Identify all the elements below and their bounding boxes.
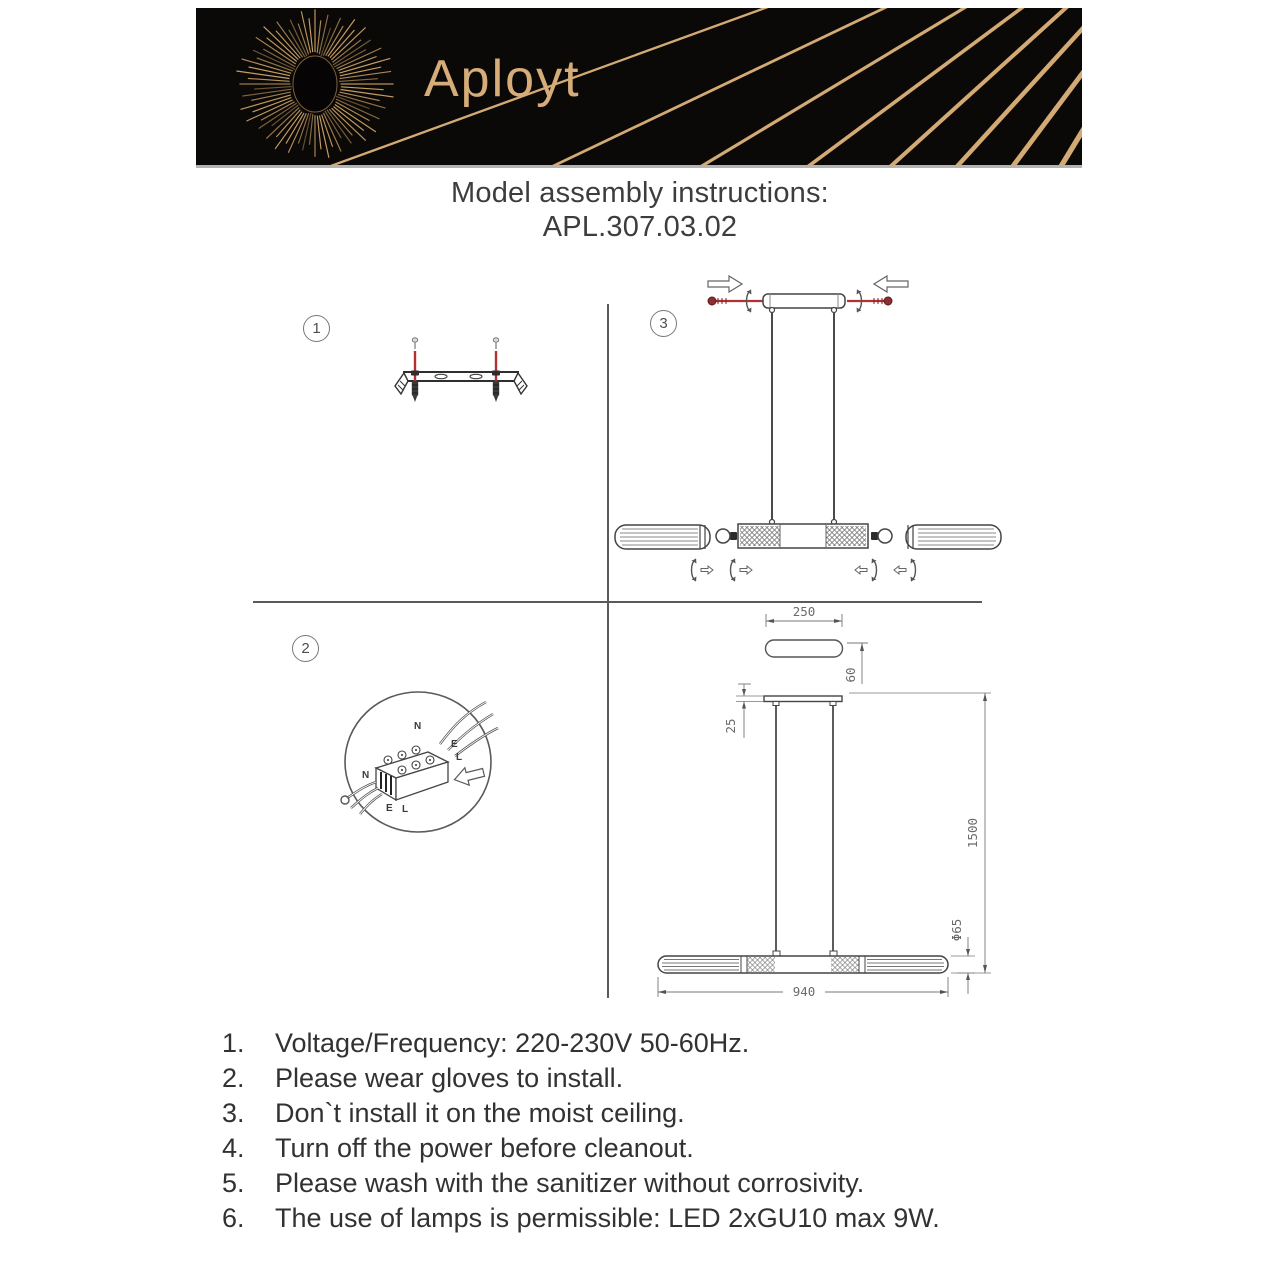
diffuser-tube-left (615, 525, 710, 549)
item-text: Turn off the power before cleanout. (275, 1133, 694, 1163)
push-arrow-right-icon (874, 276, 908, 292)
item-text: Please wear gloves to install. (275, 1063, 624, 1093)
step-2-badge: 2 (292, 635, 319, 662)
wire-label-e-in: E (451, 739, 458, 750)
diffuser-tube-right (906, 525, 1001, 549)
wire-label-n-out: N (362, 770, 370, 781)
bracket-installation-diagram (392, 336, 532, 421)
dim-1500-label: 1500 (965, 817, 980, 849)
banner-decoration (196, 8, 1082, 165)
model-number: APL.307.03.02 (542, 211, 738, 243)
instruction-list (222, 1026, 1122, 1236)
step-1-badge: 1 (303, 315, 330, 342)
instruction-item (222, 1026, 1122, 1061)
dim-25-label: 25 (723, 718, 738, 734)
brand-logo-text: Aployt (424, 50, 581, 108)
dim-60-label: 60 (843, 667, 858, 683)
item-number: 6. (222, 1203, 245, 1233)
assembly-diagram (612, 270, 1004, 602)
item-number: 1. (222, 1028, 245, 1058)
push-arrow-left-icon (708, 276, 742, 292)
mounting-screw-right (492, 338, 500, 402)
wire-label-l-in: L (456, 752, 463, 763)
wire-label-n-in: N (414, 721, 422, 732)
dim-940-label: 940 (792, 984, 816, 999)
instruction-item (222, 1131, 1122, 1166)
page-title: Model assembly instructions: (451, 177, 829, 209)
item-text: Don`t install it on the moist ceiling. (275, 1098, 685, 1128)
item-number: 4. (222, 1133, 245, 1163)
dimensions-diagram (635, 600, 1000, 1005)
dim-diameter-label: Φ65 (949, 918, 964, 942)
step-3-badge: 3 (650, 310, 677, 337)
lamp-bulb-left (730, 532, 737, 540)
item-number: 3. (222, 1098, 245, 1128)
lamp-bulb-right (871, 532, 878, 540)
mounting-screw-left (411, 338, 419, 402)
item-number: 2. (222, 1063, 245, 1093)
dim-250-label: 250 (792, 604, 816, 619)
vertical-divider (607, 304, 609, 998)
item-text: The use of lamps is permissible: LED 2xGU10 max 9W. (275, 1203, 940, 1233)
wire-label-l-out: L (402, 804, 409, 815)
lamp-tube-side-view (658, 956, 948, 973)
instruction-item (222, 1201, 1122, 1236)
instruction-item (222, 1096, 1122, 1131)
canopy-top-view (766, 640, 843, 657)
item-text: Please wash with the sanitizer without corrosivity. (275, 1168, 865, 1198)
wire-label-e-out: E (386, 803, 393, 814)
item-text: Voltage/Frequency: 220-230V 50-60Hz. (275, 1028, 750, 1058)
title-block (0, 176, 1280, 244)
instruction-item (222, 1166, 1122, 1201)
brand-banner (196, 8, 1082, 168)
instruction-item (222, 1061, 1122, 1096)
wiring-connection-diagram (336, 686, 501, 841)
starburst-logo-icon (293, 56, 337, 112)
item-number: 5. (222, 1168, 245, 1198)
ceiling-plate (764, 696, 842, 702)
